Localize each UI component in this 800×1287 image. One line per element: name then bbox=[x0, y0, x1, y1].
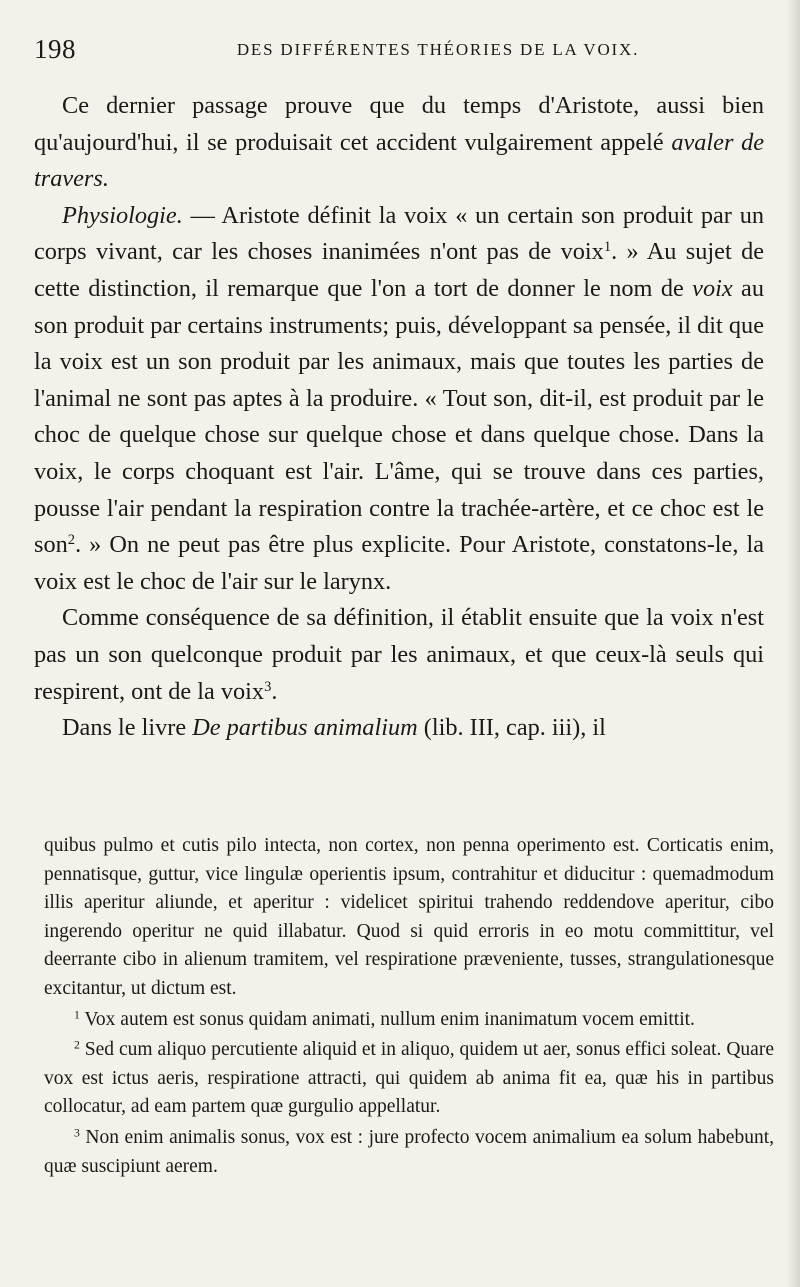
paragraph-3-text-a: Comme conséquence de sa définition, il établit ensuite que la voix n'est pas un son quelconque produit par les animaux, et que ceux-là seuls qui respirent, ont de la voix bbox=[34, 604, 764, 705]
page-number: 198 bbox=[34, 34, 76, 64]
paragraph-4 bbox=[34, 710, 764, 747]
footnote-ref-3: 3 bbox=[264, 678, 272, 695]
paragraph-1 bbox=[34, 88, 764, 198]
paragraph-1-italic: avaler de travers. bbox=[34, 128, 764, 193]
paragraph-2-text-b: . » Au sujet de cette distinction, il remarque que l'on a tort de donner le nom de bbox=[34, 238, 764, 302]
section-label-physiologie: Physiologie. bbox=[62, 201, 183, 229]
footnote-continuation: quibus pulmo et cutis pilo intecta, non cortex, non penna operimento est. Corticatis enim, pennatisque, guttur, vice lingulæ operientis ipsum, contrahitur et diducitur : quemadmodum illis aperitur aliunde, et aperitur : videlicet spiritui trahendo reddendove aperitur, cibo ingerendo operitur ne quid illabatur. Quod si quid erroris in eo motu committitur, vel deerrante cibo in alienum tramitem, vel respiratione præveniente, tusses, strangulationesque excitantur, ut dictum est. bbox=[44, 835, 774, 999]
running-title: DES DIFFÉRENTES THÉORIES DE LA VOIX. bbox=[236, 40, 640, 59]
footnote-1 bbox=[44, 1006, 774, 1035]
page-header bbox=[34, 34, 762, 74]
paragraph-4-italic-title: De partibus animalium bbox=[192, 714, 418, 742]
footnote-ref-2: 2 bbox=[67, 532, 76, 549]
footnote-2 bbox=[44, 1036, 774, 1122]
footnote-3 bbox=[44, 1124, 774, 1181]
paragraph-4-text-b: (lib. III, cap. iii), il bbox=[417, 714, 606, 742]
footnote-2-mark: 2 bbox=[74, 1038, 80, 1052]
main-text bbox=[34, 88, 764, 747]
footnote-2-text: Sed cum aliquo percutiente aliquid et in aliquo, quidem ut aer, sonus effici soleat. Quare vox est ictus aeris, respiratione attracti, qui quidem ab anima fit ea, quæ his in partibus collocatur, ad eam partem quæ gurgulio appellatur. bbox=[44, 1039, 774, 1118]
paragraph-2-text-c: au son produit par certains instruments; puis, développant sa pensée, il dit que la voix est un son produit par les animaux, mais que toutes les parties de l'animal ne sont pas aptes à la produire. « Tout son, dit-il, est produit par le choc de quelque chose sur quelque chose et dans quelque chose. Dans la voix, le corps choquant est l'air. L'âme, qui se trouve dans ces parties, pousse l'air pendant la respiration contre la trachée-artère, et ce choc est le son bbox=[34, 274, 764, 559]
footnote-3-mark: 3 bbox=[74, 1126, 80, 1140]
paragraph-2-text-d: . » On ne peut pas être plus explicite. Pour Aristote, constatons-le, la voix est le choc de l'air sur le larynx. bbox=[34, 531, 764, 595]
page-edge-shadow bbox=[786, 0, 800, 1287]
footnote-3-text: Non enim animalis sonus, vox est : jure profecto vocem animalium ea solum habebunt, quæ suscipiunt aerem. bbox=[44, 1126, 774, 1177]
footnote-ref-1: 1 bbox=[603, 239, 612, 256]
paragraph-1-text: Ce dernier passage prouve que du temps d'Aristote, aussi bien qu'aujourd'hui, il se produisait cet accident vulgairement appelé bbox=[34, 92, 764, 156]
paragraph-2-italic-voix: voix bbox=[692, 274, 733, 302]
footnote-1-text: Vox autem est sonus quidam animati, nullum enim inanimatum vocem emittit. bbox=[79, 1008, 695, 1030]
footnotes bbox=[44, 832, 774, 1181]
paragraph-4-text-a: Dans le livre bbox=[62, 714, 193, 742]
paragraph-2-text-a: — Aristote définit la voix « un certain son produit par un corps vivant, car les choses inanimées n'ont pas de voix bbox=[34, 201, 764, 266]
paragraph-3 bbox=[34, 600, 764, 710]
footnote-1-mark: 1 bbox=[74, 1008, 80, 1022]
paragraph-3-text-b: . bbox=[271, 677, 278, 705]
paragraph-2 bbox=[34, 198, 764, 601]
